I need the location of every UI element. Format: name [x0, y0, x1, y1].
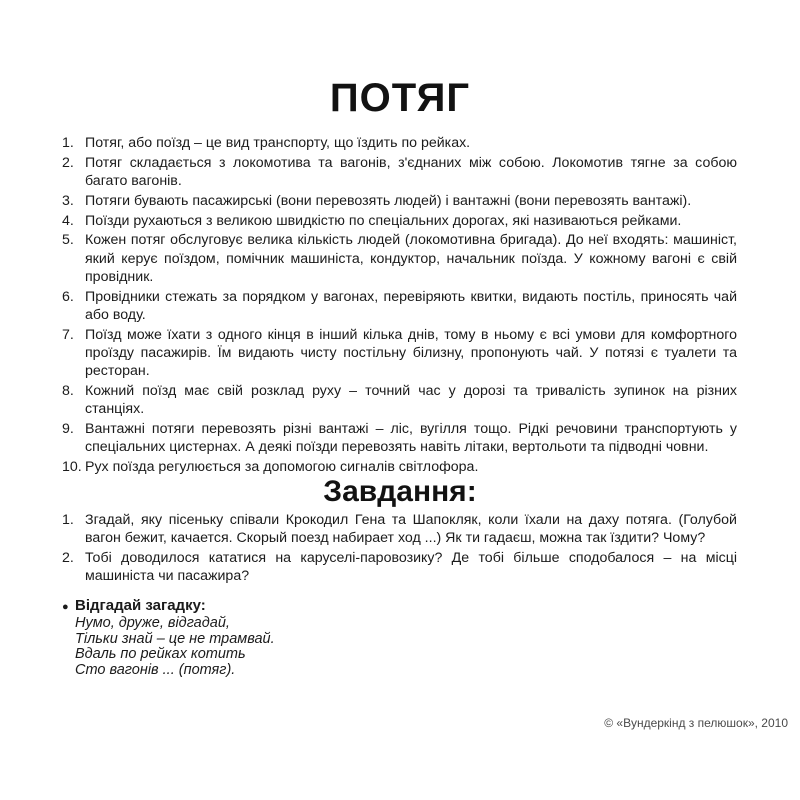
fact-item	[62, 134, 737, 152]
fact-text: Вантажні потяги перевозять різні вантажі – ліс, вугілля тощо. Рідкі речовини транспортують у спеціальних цистернах. А деякі поїзди перевозять навіть літаки, вертольоти та підводні човни.	[85, 420, 737, 455]
fact-number: 4.	[62, 212, 74, 229]
fact-item	[62, 154, 737, 190]
fact-text: Провідники стежать за порядком у вагонах, перевіряють квитки, видають постіль, приносять чай або воду.	[85, 288, 737, 323]
fact-number: 5.	[62, 232, 74, 249]
page-title: ПОТЯГ	[329, 76, 471, 120]
fact-number: 7.	[62, 326, 74, 343]
bullet-icon: ●	[62, 601, 69, 613]
riddle-block	[0, 597, 800, 679]
riddle-line: Тільки знай – це не трамвай.	[75, 630, 275, 647]
fact-text: Потяг, або поїзд – це вид транспорту, що їздить по рейках.	[85, 135, 471, 151]
fact-text: Рух поїзда регулюється за допомогою сигналів світлофора.	[85, 458, 479, 475]
tasks-list	[0, 511, 800, 585]
fact-item	[62, 212, 737, 230]
task-text: Тобі доводилося кататися на каруселі-паровозику? Де тобі більше сподобалося – на місці машиніста чи пасажира?	[85, 549, 737, 584]
fact-item	[62, 420, 737, 456]
fact-number: 9.	[62, 420, 74, 437]
fact-item	[62, 326, 737, 381]
riddle-heading: Відгадай загадку:	[75, 597, 206, 614]
task-number: 1.	[62, 511, 74, 528]
fact-number: 3.	[62, 192, 74, 209]
copyright-text: © «Вундеркінд з пелюшок», 2010	[604, 716, 788, 730]
fact-number: 10.	[62, 458, 82, 475]
facts-list	[0, 134, 800, 476]
fact-text: Поїзди рухаються з великою швидкістю по спеціальних дорогах, які називаються рейками.	[85, 212, 682, 229]
task-item	[62, 511, 737, 547]
fact-item	[62, 231, 737, 286]
fact-item	[62, 382, 737, 418]
task-number: 2.	[62, 549, 74, 566]
fact-text: Кожен потяг обслуговує велика кількість людей (локомотивна бригада). До неї входять: машиніст, який керує поїздом, помічник машиніста, кондуктор, начальник поїзда. У кожному вагоні є свій провідник.	[85, 232, 737, 285]
fact-number: 8.	[62, 382, 74, 399]
tasks-heading: Завдання:	[323, 474, 477, 508]
fact-text: Поїзд може їхати з одного кінця в інший кілька днів, тому в ньому є всі умови для комфортного проїзду пасажирів. Їм видають чисту постільну білизну, пропонують чай. У потязі є туалети та ресторан.	[85, 326, 737, 379]
fact-number: 1.	[62, 135, 74, 151]
fact-number: 6.	[62, 288, 74, 305]
riddle-header	[62, 597, 800, 616]
fact-text: Кожний поїзд має свій розклад руху – точний час у дорозі та тривалість зупинок на різних станціях.	[85, 382, 737, 417]
riddle-line: Вдаль по рейках котить	[75, 646, 246, 663]
task-text: Згадай, яку пісеньку співали Крокодил Гена та Шапокляк, коли їхали на даху потяга. (Голубой вагон бежит, качается. Скорый поезд набирает ход ...) Як ти гадаєш, можна так їздити? Чому?	[85, 511, 737, 546]
riddle-line: Нумо, друже, відгадай,	[75, 615, 230, 631]
fact-text: Потяг складається з локомотива та вагонів, з'єднаних між собою. Локомотив тягне за собою багато вагонів.	[85, 154, 737, 189]
fact-item	[62, 288, 737, 324]
fact-text: Потяги бувають пасажирські (вони перевозять людей) і вантажні (вони перевозять вантажі).	[85, 192, 692, 209]
fact-item	[62, 192, 737, 210]
riddle-lines	[62, 616, 800, 679]
fact-number: 2.	[62, 154, 74, 171]
task-item	[62, 549, 737, 585]
riddle-line: Сто вагонів ... (потяг).	[75, 662, 236, 679]
